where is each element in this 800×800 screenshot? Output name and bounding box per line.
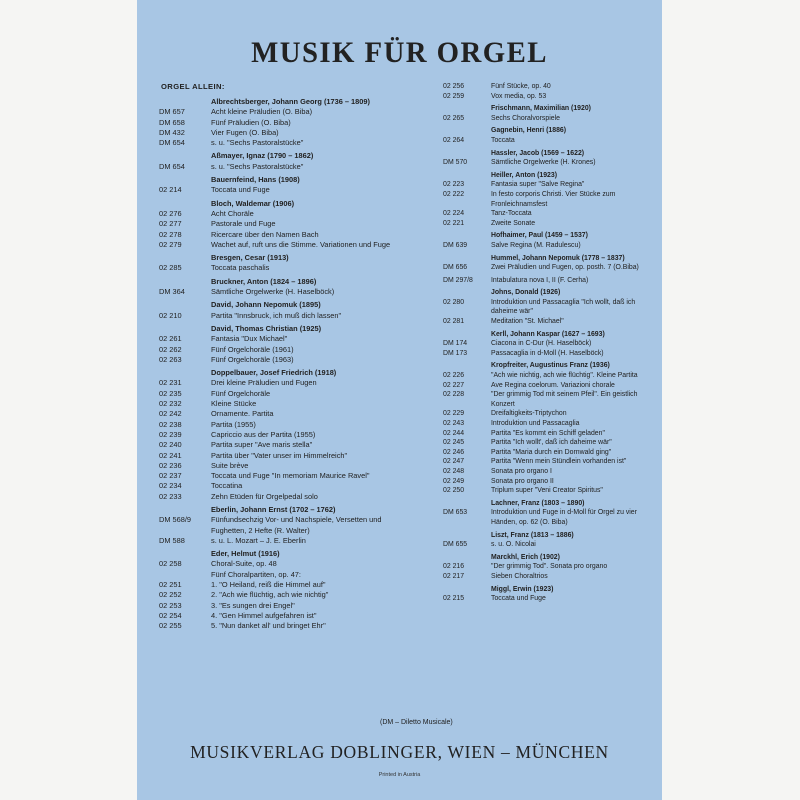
work-row: [443, 349, 659, 359]
catalog-number: 02 242: [159, 409, 182, 419]
work-row: [443, 190, 659, 209]
work-row: [159, 389, 404, 399]
composer-entry: [159, 175, 404, 196]
work-title: Acht kleine Präludien (O. Biba): [211, 107, 313, 117]
catalog-number: 02 222: [443, 190, 465, 198]
work-row: [159, 420, 404, 430]
composer-entry: [159, 549, 404, 631]
work-title: Partita "Innsbruck, ich muß dich lassen": [211, 310, 342, 320]
work-row: [159, 430, 404, 440]
catalog-number: 02 277: [159, 219, 182, 229]
work-row: [443, 562, 659, 572]
work-title: Sieben Choraltrios: [491, 572, 548, 580]
composer-entry: [443, 171, 659, 229]
work-row: [443, 241, 659, 251]
catalog-number: 02 241: [159, 450, 182, 460]
composer-name: David, Thomas Christian (1925): [211, 323, 322, 333]
work-row: [443, 467, 659, 477]
work-title: Suite brève: [211, 460, 249, 470]
catalog-page: [137, 0, 662, 800]
work-title: 2. "Ach wie flüchtig, ach wie nichtig": [211, 590, 329, 600]
work-row: [443, 317, 659, 327]
work-row: [443, 594, 659, 604]
work-row: [443, 298, 659, 317]
work-row: [159, 440, 404, 450]
work-row: [159, 515, 404, 536]
composer-name: Bruckner, Anton (1824 – 1896): [211, 276, 317, 286]
composer-entry: [443, 254, 659, 273]
work-title: Sechs Choralvorspiele: [491, 114, 560, 122]
work-row: [159, 399, 404, 409]
catalog-number: DM 364: [159, 287, 185, 297]
work-title: 4. "Gen Himmel aufgefahren ist": [211, 610, 317, 620]
work-row: [443, 419, 659, 429]
work-row: [443, 429, 659, 439]
catalog-number: DM 568/9: [159, 515, 192, 525]
composer-name: Frischmann, Maximilian (1920): [491, 105, 591, 113]
composer-name: Eder, Helmut (1916): [211, 549, 280, 559]
composer-entry: [443, 104, 659, 123]
work-row: [443, 409, 659, 419]
work-title: Vox media, op. 53: [491, 92, 547, 100]
work-row: [443, 438, 659, 448]
work-row: [443, 508, 659, 527]
composer-name: Hummel, Johann Nepomuk (1778 – 1837): [491, 254, 625, 262]
catalog-number: DM 174: [443, 340, 468, 348]
work-title: Fantasia "Dux Michael": [211, 334, 288, 344]
work-title: Introduktion und Passacaglia: [491, 420, 580, 427]
work-title: Ornamente. Partita: [211, 409, 274, 419]
composer-entry: [159, 505, 404, 546]
composer-entry: [159, 324, 404, 365]
composer-name: Lachner, Franz (1803 – 1890): [491, 499, 585, 507]
composer-entry: [159, 199, 404, 250]
work-row: [159, 355, 404, 365]
catalog-number: 02 234: [159, 481, 182, 491]
work-title: Partita "Es kommt ein Schiff geladen": [491, 429, 605, 437]
publisher-line: MUSIKVERLAG DOBLINGER, WIEN – MÜNCHEN: [190, 742, 609, 762]
catalog-number: 02 227: [443, 381, 465, 389]
work-title: Partita über "Vater unser im Himmelreich": [211, 450, 348, 460]
work-title: Partita super "Ave maris stella": [211, 440, 313, 450]
composer-entry: [443, 499, 659, 528]
printed-in-note: Printed in Austria: [378, 772, 421, 778]
composer-name: Eberlin, Johann Ernst (1702 – 1762): [211, 504, 336, 514]
work-row: [443, 381, 659, 391]
work-row: [159, 536, 404, 546]
work-title: s. u. L. Mozart – J. E. Eberlin: [211, 535, 306, 545]
work-row: [159, 621, 404, 631]
work-row: [159, 580, 404, 590]
composer-entry: [159, 368, 404, 502]
catalog-number: 02 210: [159, 310, 182, 320]
footnote: (DM – Diletto Musicale): [380, 719, 453, 726]
work-title: Choral-Suite, op. 48: [211, 559, 277, 569]
work-row: [159, 345, 404, 355]
work-row: [443, 540, 659, 550]
catalog-number: 02 239: [159, 429, 182, 439]
composer-entry: [443, 149, 659, 168]
work-title: 1. "O Heiland, reiß die Himmel auf": [211, 580, 326, 590]
composer-name: Liszt, Franz (1813 – 1886): [491, 531, 574, 539]
composer-entry: [443, 276, 659, 286]
catalog-number: 02 281: [443, 318, 465, 326]
work-title: "Ach wie nichtig, ach wie flüchtig". Kleine Partita: [491, 372, 638, 380]
catalog-number: 02 256: [443, 83, 465, 90]
work-row: [443, 180, 659, 190]
work-title: Fünf Stücke, op. 40: [491, 83, 551, 90]
work-title: Sonata pro organo I: [491, 467, 552, 475]
work-title: Dreifaltigkeits-Triptychon: [491, 410, 567, 418]
work-title: Introduktion und Fuge in d-Moll für Orgel zu vier Händen, op. 62 (O. Biba): [491, 509, 637, 526]
catalog-number: 02 232: [159, 399, 182, 409]
catalog-number: 02 279: [159, 239, 182, 249]
composer-entry: [443, 553, 659, 582]
work-row: [443, 486, 659, 496]
work-row: [443, 82, 659, 92]
composer-name: Bloch, Waldemar (1906): [211, 198, 295, 208]
composer-name: Kropfreiter, Augustinus Franz (1936): [491, 362, 610, 370]
work-row: [443, 572, 659, 582]
work-row: [159, 570, 404, 580]
catalog-number: DM 657: [159, 107, 185, 117]
work-row: [443, 209, 659, 219]
catalog-number: DM 656: [443, 264, 468, 272]
work-row: [443, 457, 659, 467]
work-title: Meditation "St. Michael": [491, 318, 564, 326]
catalog-number: 02 248: [443, 467, 465, 475]
catalog-number: 02 237: [159, 471, 182, 481]
catalog-number: DM 654: [159, 161, 185, 171]
composer-name: Aßmayer, Ignaz (1790 – 1862): [211, 151, 314, 161]
work-row: [443, 448, 659, 458]
catalog-number: 02 254: [159, 610, 182, 620]
catalog-number: 02 236: [159, 460, 182, 470]
work-row: [159, 601, 404, 611]
work-row: [159, 409, 404, 419]
composer-entry: [443, 126, 659, 145]
work-row: [159, 481, 404, 491]
catalog-number: 02 285: [159, 263, 182, 273]
work-row: [159, 334, 404, 344]
work-title: Partita "Ich wollt', daß ich daheime wär": [491, 439, 612, 447]
work-title: Toccata und Fuge "In memoriam Maurice Ravel": [211, 471, 370, 481]
composer-name: Albrechtsberger, Johann Georg (1736 – 1809): [211, 97, 370, 106]
catalog-number: 02 261: [159, 334, 182, 344]
catalog-number: DM 639: [443, 241, 468, 249]
work-title: Fantasia super "Salve Regina": [491, 181, 585, 189]
catalog-number: DM 658: [159, 117, 185, 127]
work-row: [159, 107, 404, 117]
work-title: Partita "Maria durch ein Dornwald ging": [491, 448, 612, 456]
work-title: Fünf Orgelchoräle: [211, 388, 271, 398]
composer-entry: [443, 330, 659, 359]
catalog-number: 02 265: [443, 114, 465, 122]
right-column: [443, 82, 659, 607]
catalog-number: 02 252: [159, 590, 182, 600]
work-row: [159, 138, 404, 148]
catalog-number: 02 226: [443, 372, 465, 380]
catalog-number: 02 224: [443, 210, 465, 218]
work-title: Acht Choräle: [211, 208, 254, 218]
work-row: [159, 162, 404, 172]
catalog-number: 02 251: [159, 580, 182, 590]
catalog-number: DM 655: [443, 541, 468, 549]
work-row: [159, 471, 404, 481]
work-row: [159, 118, 404, 128]
composer-name: Kerll, Johann Kaspar (1627 – 1693): [491, 330, 605, 338]
work-row: [443, 158, 659, 168]
work-row: [443, 92, 659, 102]
catalog-number: 02 262: [159, 344, 182, 354]
work-title: Fünfundsechzig Vor- und Nachspiele, Versetten und Fughetten, 2 Hefte (R. Walter): [211, 515, 382, 535]
work-row: [159, 559, 404, 569]
work-row: [159, 209, 404, 219]
left-column: [159, 82, 404, 635]
catalog-number: 02 245: [443, 439, 465, 447]
catalog-number: DM 654: [159, 138, 185, 148]
composer-entry: [443, 585, 659, 604]
work-title: Salve Regina (M. Radulescu): [491, 241, 581, 249]
composer-entry: [443, 82, 659, 101]
work-row: [159, 287, 404, 297]
work-title: Toccatina: [211, 481, 243, 491]
work-row: [159, 219, 404, 229]
section-heading: ORGEL ALLEIN:: [161, 82, 225, 91]
page-title: MUSIK FÜR ORGEL: [251, 36, 548, 69]
composer-name: Heiller, Anton (1923): [491, 171, 557, 179]
catalog-number: 02 278: [159, 229, 182, 239]
work-row: [159, 230, 404, 240]
work-title: Capriccio aus der Partita (1955): [211, 429, 316, 439]
catalog-number: DM 432: [159, 127, 185, 137]
composer-name: Johns, Donald (1926): [491, 289, 561, 297]
composer-name: Bresgen, Cesar (1913): [211, 253, 289, 263]
catalog-number: 02 221: [443, 219, 465, 227]
work-row: [443, 477, 659, 487]
composer-name: Marckhl, Erich (1902): [491, 553, 560, 561]
composer-name: Hassler, Jacob (1569 – 1622): [491, 149, 585, 157]
composer-name: David, Johann Nepomuk (1895): [211, 300, 321, 310]
work-title: "Der grimmig Tod mit seinem Pfeil". Ein geistlich Konzert: [491, 391, 638, 408]
catalog-number: 02 263: [159, 354, 182, 364]
catalog-number: 02 214: [159, 185, 182, 195]
work-title: s. u. "Sechs Pastoralstücke": [211, 138, 304, 148]
work-row: [159, 492, 404, 502]
work-row: [443, 276, 659, 286]
catalog-number: 02 231: [159, 378, 182, 388]
catalog-number: 02 264: [443, 136, 465, 144]
work-title: Zehn Etüden für Orgelpedal solo: [211, 491, 318, 501]
work-title: Toccata: [491, 136, 515, 144]
work-title: Ricercare über den Namen Bach: [211, 229, 319, 239]
catalog-number: 02 216: [443, 563, 465, 571]
catalog-number: 02 276: [159, 208, 182, 218]
catalog-number: DM 588: [159, 535, 185, 545]
catalog-number: DM 173: [443, 349, 468, 357]
composer-name: Hofhaimer, Paul (1459 – 1537): [491, 232, 588, 240]
catalog-number: 02 259: [443, 92, 465, 100]
work-title: 3. "Es sungen drei Engel": [211, 600, 295, 610]
catalog-number: 02 255: [159, 621, 182, 631]
work-title: Fünf Choralpartiten, op. 47:: [211, 569, 301, 579]
catalog-number: DM 297/8: [443, 276, 473, 284]
work-row: [159, 128, 404, 138]
work-row: [443, 114, 659, 124]
work-row: [159, 461, 404, 471]
work-title: Sonata pro organo II: [491, 477, 554, 485]
catalog-number: 02 258: [159, 559, 182, 569]
work-row: [159, 611, 404, 621]
work-title: Partita (1955): [211, 419, 256, 429]
work-row: [443, 390, 659, 409]
composer-entry: [159, 277, 404, 298]
work-row: [159, 311, 404, 321]
catalog-number: 02 238: [159, 419, 182, 429]
composer-entry: [159, 97, 404, 148]
work-title: Ave Regina coelorum. Variazioni chorale: [491, 381, 615, 389]
composer-name: Gagnebin, Henri (1886): [491, 127, 567, 135]
work-title: Zwei Präludien und Fugen, op. posth. 7 (O.Biba): [491, 264, 639, 272]
work-title: Tanz-Toccata: [491, 210, 532, 218]
catalog-number: DM 570: [443, 159, 468, 167]
catalog-number: 02 223: [443, 181, 465, 189]
work-row: [159, 240, 404, 250]
composer-entry: [443, 361, 659, 495]
composer-name: Bauernfeind, Hans (1908): [211, 175, 300, 185]
catalog-number: 02 250: [443, 487, 465, 495]
composer-entry: [443, 288, 659, 326]
work-title: Partita "Wenn mein Stündlein vorhanden ist": [491, 458, 627, 466]
work-title: Ciacona in C-Dur (H. Haselböck): [491, 340, 592, 348]
work-title: Sämtliche Orgelwerke (H. Haselböck): [211, 287, 335, 297]
work-row: [443, 339, 659, 349]
work-row: [443, 371, 659, 381]
work-row: [159, 451, 404, 461]
catalog-number: 02 253: [159, 600, 182, 610]
catalog-number: [159, 570, 211, 580]
work-title: Sämtliche Orgelwerke (H. Krones): [491, 159, 596, 167]
work-row: [159, 590, 404, 600]
catalog-number: 02 229: [443, 410, 465, 418]
catalog-number: DM 653: [443, 509, 468, 517]
catalog-number: 02 280: [443, 298, 465, 306]
work-title: Drei kleine Präludien und Fugen: [211, 378, 317, 388]
work-row: [159, 263, 404, 273]
work-title: Passacaglia in d-Moll (H. Haselböck): [491, 349, 604, 357]
work-title: "Der grimmig Tod". Sonata pro organo: [491, 563, 608, 571]
work-row: [443, 263, 659, 273]
composer-entry: [443, 231, 659, 250]
catalog-number: 02 243: [443, 420, 465, 427]
work-title: Toccata und Fuge: [491, 595, 546, 603]
composer-name: Miggl, Erwin (1923): [491, 585, 554, 593]
catalog-number: 02 246: [443, 448, 465, 456]
work-title: Fünf Präludien (O. Biba): [211, 117, 291, 127]
work-title: In festo corporis Christi. Vier Stücke zum Fronleichnamsfest: [491, 190, 616, 208]
work-title: Toccata und Fuge: [211, 185, 270, 195]
work-row: [443, 136, 659, 146]
work-title: Triplum super "Veni Creator Spiritus": [491, 487, 603, 495]
catalog-number: 02 215: [443, 595, 465, 603]
work-title: Vier Fugen (O. Biba): [211, 127, 279, 137]
work-title: Introduktion und Passacaglia "Ich wollt, daß ich daheime wär": [491, 298, 636, 316]
work-title: s. u. "Sechs Pastoralstücke": [211, 161, 304, 171]
composer-name: Doppelbauer, Josef Friedrich (1918): [211, 368, 337, 378]
work-title: 5. "Nun danket all' und bringet Ehr": [211, 621, 326, 631]
work-title: Pastorale und Fuge: [211, 219, 276, 229]
composer-entry: [159, 151, 404, 172]
work-title: Zweite Sonate: [491, 219, 536, 227]
work-title: Fünf Orgelchoräle (1961): [211, 344, 294, 354]
catalog-number: 02 247: [443, 458, 465, 466]
work-row: [443, 219, 659, 229]
work-row: [159, 378, 404, 388]
catalog-number: 02 240: [159, 440, 182, 450]
work-row: [159, 185, 404, 195]
catalog-number: 02 249: [443, 477, 465, 485]
work-title: s. u. O. Nicolai: [491, 541, 536, 549]
catalog-number: 02 228: [443, 391, 465, 399]
catalog-number: 02 244: [443, 429, 465, 437]
composer-entry: [159, 253, 404, 274]
composer-entry: [159, 300, 404, 321]
catalog-number: 02 217: [443, 572, 465, 580]
work-title: Fünf Orgelchoräle (1963): [211, 354, 294, 364]
work-title: Kleine Stücke: [211, 399, 257, 409]
work-title: Toccata paschalis: [211, 263, 270, 273]
catalog-number: 02 233: [159, 491, 182, 501]
work-title: Intabulatura nova I, II (F. Cerha): [491, 276, 589, 284]
composer-entry: [443, 531, 659, 550]
catalog-number: 02 235: [159, 388, 182, 398]
work-title: Wachet auf, ruft uns die Stimme. Variationen und Fuge: [211, 239, 391, 249]
